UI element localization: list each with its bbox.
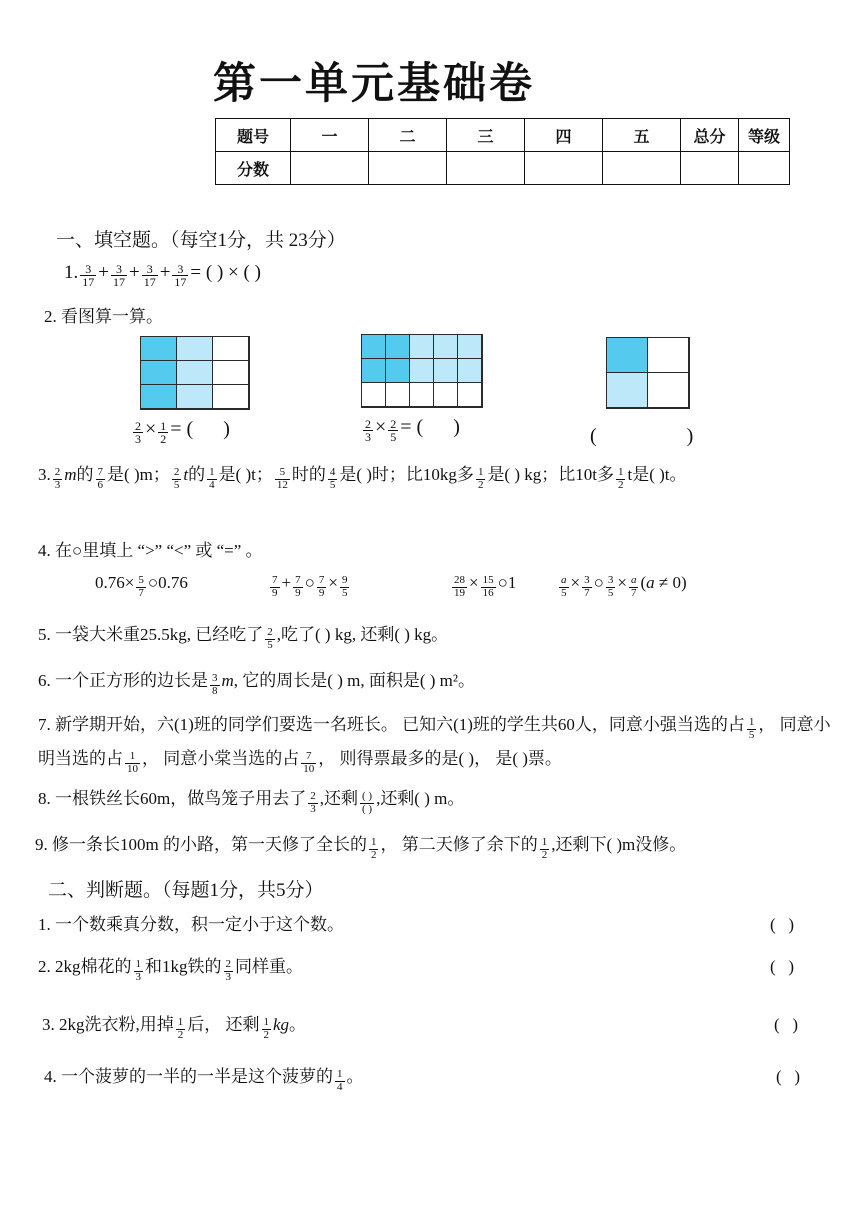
page-title: 第一单元基础卷 bbox=[213, 61, 535, 108]
question-7 bbox=[38, 708, 844, 776]
grid-equation bbox=[590, 425, 693, 448]
text-run: 后， 还剩 bbox=[187, 1015, 260, 1034]
grid-cell-light bbox=[458, 335, 482, 359]
judge-item-4 bbox=[44, 1060, 844, 1094]
score-table bbox=[215, 118, 790, 185]
fraction-grid bbox=[140, 336, 250, 410]
fraction: $\frac{1}{4}$ bbox=[337, 1068, 343, 1093]
grid-cell-dark bbox=[607, 338, 648, 373]
score-cell-empty bbox=[603, 152, 681, 185]
text-run: × bbox=[375, 416, 387, 438]
grid-cell-dark bbox=[362, 335, 386, 359]
fraction: $\frac{( )}{( )}$ bbox=[361, 790, 373, 815]
text-run: 2. 2kg棉花的 bbox=[38, 957, 132, 976]
judge-text bbox=[42, 1015, 307, 1041]
fraction: $\frac{1}{3}$ bbox=[135, 958, 141, 983]
fraction: $\frac{5}{12}$ bbox=[276, 466, 288, 491]
fraction: $\frac{1}{2}$ bbox=[160, 418, 167, 447]
judge-text bbox=[44, 1067, 364, 1093]
grid-cell-light bbox=[177, 337, 213, 361]
fraction: $\frac{3}{8}$ bbox=[212, 672, 218, 697]
text-run: ( bbox=[640, 573, 647, 592]
text-run: 是( )t； bbox=[218, 465, 273, 484]
grid-cell-light bbox=[177, 361, 213, 385]
judge-item-3 bbox=[42, 1008, 842, 1042]
fraction: $\frac{7}{9}$ bbox=[318, 574, 325, 599]
question-4-item-2 bbox=[268, 566, 351, 600]
text-run: 0.76× bbox=[95, 573, 135, 592]
fraction: $\frac{7}{9}$ bbox=[295, 574, 301, 599]
fraction: $\frac{1}{2}$ bbox=[477, 466, 484, 491]
grid-cell-light bbox=[410, 335, 434, 359]
fraction: $\frac{1}{2}$ bbox=[263, 1016, 269, 1041]
score-table-header-0: 题号 bbox=[216, 119, 291, 152]
grid-cell-white bbox=[648, 373, 689, 408]
fraction: $\frac{2}{5}$ bbox=[173, 466, 180, 491]
answer-blank: ( ) bbox=[770, 915, 795, 934]
text-run: 。 bbox=[346, 1067, 364, 1086]
fraction: $\frac{2}{5}$ bbox=[267, 626, 273, 651]
text-run: 7. 新学期开始，六(1)班的同学们要选一名班长。 已知六(1)班的学生共60人，同意小强当选的占 bbox=[38, 715, 745, 734]
text-run: ， 同意小明当选的占 bbox=[38, 715, 831, 768]
answer-blank: ( ) bbox=[774, 1015, 799, 1034]
question-4-intro: 4. 在○里填上 “>” “<” 或 “=” 。 bbox=[38, 541, 263, 560]
grid-cell-white bbox=[213, 361, 249, 385]
grid-cell-light bbox=[177, 385, 213, 409]
fraction: $\frac{2}{3}$ bbox=[135, 418, 141, 447]
score-cell-empty bbox=[739, 152, 790, 185]
answer-blank: ( ) bbox=[770, 957, 795, 976]
text-run: ， 则得票最多的是( )， 是( )票。 bbox=[318, 749, 562, 768]
text-run: ， 同意小棠当选的占 bbox=[142, 749, 300, 768]
judge-text bbox=[38, 915, 344, 934]
text-run: × bbox=[570, 573, 581, 592]
fraction: $\frac{2}{3}$ bbox=[310, 790, 316, 815]
grid-cell-light bbox=[458, 359, 482, 383]
fraction: $\frac{1}{2}$ bbox=[177, 1016, 184, 1041]
score-cell-empty bbox=[681, 152, 739, 185]
text-run: 4. 一个菠萝的一半的一半是这个菠萝的 bbox=[44, 1067, 333, 1086]
text-run: ,还剩下( )m没修。 bbox=[551, 835, 687, 854]
grid-cell-light bbox=[434, 335, 458, 359]
question-3 bbox=[38, 458, 844, 492]
fraction: $\frac{3}{5}$ bbox=[607, 574, 614, 599]
text-run: 6. 一个正方形的边长是 bbox=[38, 671, 208, 690]
score-table-header-7: 等级 bbox=[739, 119, 790, 152]
score-table-header-3: 三 bbox=[447, 119, 525, 152]
grid-cell-dark bbox=[141, 385, 177, 409]
text-run: 是( )m； bbox=[107, 465, 170, 484]
judge-item-1 bbox=[38, 908, 838, 942]
question-4-item-3 bbox=[450, 566, 516, 600]
score-table-header-1: 一 bbox=[291, 119, 369, 152]
text-run: 是( ) kg；比10t多 bbox=[487, 465, 614, 484]
score-table-header-5: 五 bbox=[603, 119, 681, 152]
question-1 bbox=[64, 256, 261, 290]
score-row-label: 分数 bbox=[216, 152, 291, 185]
fraction-grid bbox=[606, 337, 690, 409]
score-cell-empty bbox=[447, 152, 525, 185]
question-5 bbox=[38, 618, 448, 652]
grid-cell-dark bbox=[141, 361, 177, 385]
fraction: $\frac{1}{2}$ bbox=[617, 466, 624, 491]
text-run: ○ bbox=[593, 573, 604, 592]
fraction: $\frac{1}{10}$ bbox=[127, 750, 138, 775]
grid-cell-light bbox=[410, 359, 434, 383]
answer-blank: ( ) bbox=[776, 1067, 801, 1086]
grid-cell-light bbox=[607, 373, 648, 408]
text-run: × bbox=[145, 418, 157, 440]
grid-cell-white bbox=[648, 338, 689, 373]
score-table-header-6: 总分 bbox=[681, 119, 739, 152]
grid-equation bbox=[361, 416, 483, 444]
text-run: ， 第二天修了余下的 bbox=[380, 835, 538, 854]
fraction: $\frac{15}{16}$ bbox=[482, 574, 494, 599]
text-run: ○1 bbox=[497, 573, 517, 592]
text-run: ≠ 0) bbox=[654, 573, 687, 592]
fraction-grid bbox=[361, 334, 483, 408]
grid-cell-white bbox=[434, 383, 458, 407]
grid-cell-dark bbox=[362, 359, 386, 383]
section2-heading: 二、判断题。（每题1分，共5分） bbox=[48, 880, 324, 901]
question-9 bbox=[35, 828, 686, 862]
question-4-item-4 bbox=[557, 566, 687, 600]
text-run: × bbox=[469, 573, 479, 592]
figure-grid-3x3 bbox=[135, 336, 250, 447]
text-run: = ( ) bbox=[400, 416, 460, 438]
fraction: $\frac{1}{2}$ bbox=[541, 836, 548, 861]
fraction: $\frac{7}{9}$ bbox=[272, 574, 278, 599]
text-run: 8. 一根铁丝长60m，做鸟笼子用去了 bbox=[38, 789, 307, 808]
question-4-item-1 bbox=[95, 566, 188, 600]
text-run: 3. bbox=[38, 465, 51, 484]
fraction: $\frac{3}{17}$ bbox=[174, 261, 187, 290]
score-table-header-4: 四 bbox=[525, 119, 603, 152]
fraction: $\frac{1}{4}$ bbox=[209, 466, 215, 491]
text-run: 3. 2kg洗衣粉,用掉 bbox=[42, 1015, 174, 1034]
text-run: + bbox=[128, 262, 140, 283]
text-run: t是( )t。 bbox=[627, 465, 687, 484]
grid-cell-white bbox=[386, 383, 410, 407]
text-run: , 它的周长是( ) m, 面积是( ) m²。 bbox=[233, 671, 475, 690]
fraction: $\frac{3}{17}$ bbox=[112, 261, 125, 290]
figure-grid-2x2 bbox=[590, 337, 694, 448]
text-run: + bbox=[281, 573, 292, 592]
text-run: ,还剩( ) m。 bbox=[376, 789, 465, 808]
fraction: $\frac{1}{5}$ bbox=[748, 716, 755, 741]
fraction: $\frac{7}{10}$ bbox=[303, 750, 315, 775]
text-run: 时的 bbox=[291, 465, 326, 484]
fraction: $\frac{2}{3}$ bbox=[54, 466, 61, 491]
grid-cell-dark bbox=[141, 337, 177, 361]
grid-equation bbox=[131, 418, 250, 446]
fraction: $\frac{7}{6}$ bbox=[97, 466, 104, 491]
fraction: $\frac{2}{3}$ bbox=[365, 416, 371, 445]
grid-cell-light bbox=[434, 359, 458, 383]
text-run: × bbox=[328, 573, 338, 592]
text-run: 9. 修一条长100m 的小路，第一天修了全长的 bbox=[35, 835, 367, 854]
text-run: × bbox=[617, 573, 627, 592]
text-run: 是( )时；比10kg多 bbox=[339, 465, 474, 484]
text-run: ( ) bbox=[590, 425, 694, 447]
text-run: kg bbox=[273, 1015, 290, 1034]
score-cell-empty bbox=[525, 152, 603, 185]
fraction: $\frac{28}{19}$ bbox=[454, 574, 465, 599]
grid-cell-dark bbox=[386, 359, 410, 383]
fraction: $\frac{3}{17}$ bbox=[143, 261, 156, 290]
text-run: = ( ) × ( ) bbox=[190, 262, 261, 283]
fraction: $\frac{2}{3}$ bbox=[225, 958, 231, 983]
fraction: $\frac{3}{17}$ bbox=[82, 261, 95, 290]
question-8 bbox=[38, 782, 464, 816]
score-table-header-2: 二 bbox=[369, 119, 447, 152]
text-run: ,还剩 bbox=[319, 789, 358, 808]
text-run: t bbox=[183, 465, 189, 484]
judge-text bbox=[38, 957, 303, 983]
question-6 bbox=[38, 664, 475, 698]
grid-cell-white bbox=[362, 383, 386, 407]
score-cell-empty bbox=[369, 152, 447, 185]
text-run: ,吃了( ) kg, 还剩( ) kg。 bbox=[276, 625, 449, 644]
text-run: ○ bbox=[304, 573, 315, 592]
text-run: 5. 一袋大米重25.5kg, 已经吃了 bbox=[38, 625, 264, 644]
text-run: 和1kg铁的 bbox=[145, 957, 222, 976]
fraction: $\frac{a}{7}$ bbox=[630, 574, 637, 599]
grid-cell-dark bbox=[386, 335, 410, 359]
section1-heading: 一、填空题。（每空1分，共 23分） bbox=[56, 230, 346, 251]
text-run: 的 bbox=[76, 465, 94, 484]
fraction: $\frac{2}{5}$ bbox=[390, 416, 397, 445]
text-run: 的 bbox=[188, 465, 206, 484]
text-run: 1. bbox=[64, 262, 79, 283]
text-run: a bbox=[646, 573, 655, 592]
text-run: + bbox=[98, 262, 109, 283]
grid-cell-white bbox=[213, 337, 249, 361]
figure-grid-3x5 bbox=[361, 334, 483, 444]
text-run: 同样重。 bbox=[235, 957, 303, 976]
score-cell-empty bbox=[291, 152, 369, 185]
fraction: $\frac{3}{7}$ bbox=[584, 574, 590, 599]
fraction: $\frac{9}{5}$ bbox=[341, 574, 348, 599]
fraction: $\frac{a}{5}$ bbox=[561, 574, 567, 599]
grid-cell-white bbox=[213, 385, 249, 409]
grid-cell-white bbox=[410, 383, 434, 407]
judge-item-2 bbox=[38, 950, 838, 984]
text-run: ○0.76 bbox=[147, 573, 188, 592]
text-run: 。 bbox=[289, 1015, 307, 1034]
grid-cell-white bbox=[458, 383, 482, 407]
text-run: + bbox=[159, 262, 171, 283]
fraction: $\frac{1}{2}$ bbox=[370, 836, 377, 861]
fraction: $\frac{5}{7}$ bbox=[138, 574, 144, 599]
text-run: m bbox=[64, 465, 77, 484]
fraction: $\frac{4}{5}$ bbox=[329, 466, 336, 491]
text-run: 1. 一个数乘真分数，积一定小于这个数。 bbox=[38, 915, 344, 934]
question-2-label: 2. 看图算一算。 bbox=[44, 307, 163, 326]
text-run: m bbox=[221, 671, 234, 690]
text-run: = ( ) bbox=[170, 418, 230, 440]
